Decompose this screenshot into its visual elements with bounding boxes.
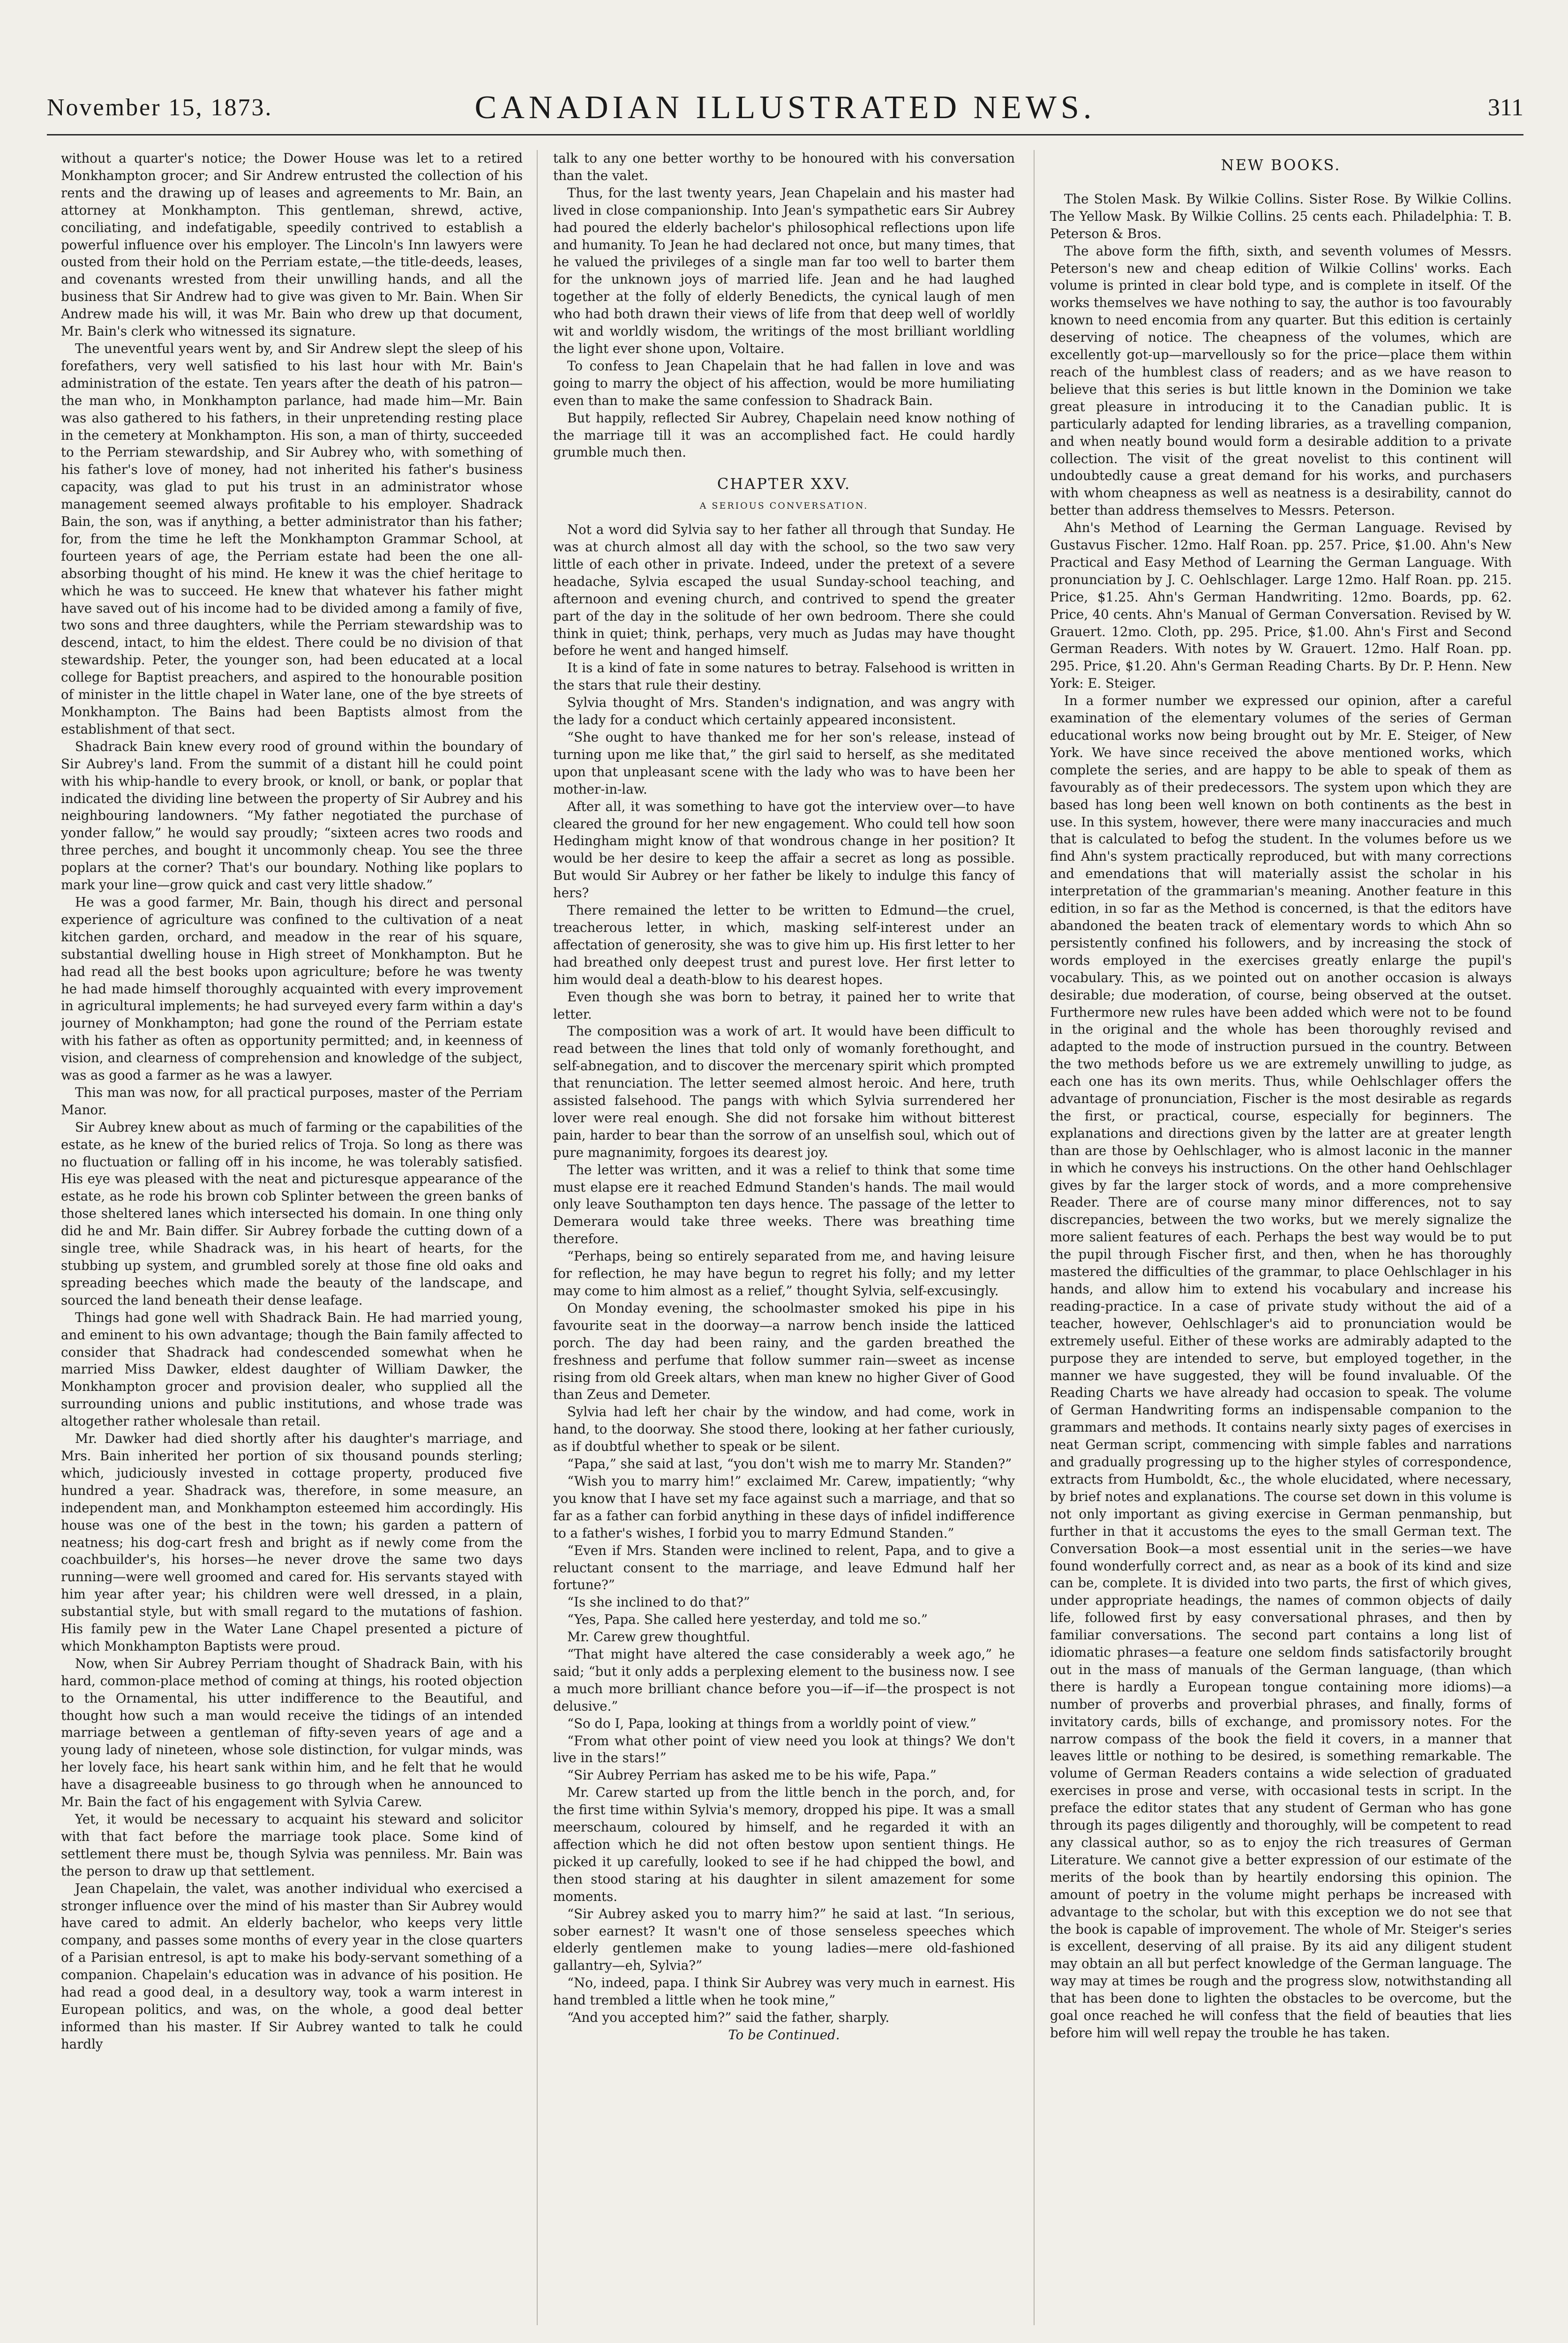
paragraph: “That might have altered the case considerably a week ago,” he said; “but it only adds a perplexing element to the business now. I see a much more brilliant chance before you—if—if—the prospect is not delusive.” bbox=[553, 1646, 1015, 1714]
paragraph: Sylvia had left her chair by the window, and had come, work in hand, to the doorway. She stood there, looking at her father curiously, as if doubtful whether to speak or be silent. bbox=[553, 1404, 1015, 1455]
paragraph: Sylvia thought of Mrs. Standen's indignation, and was angry with the lady for a conduct which certainly appeared inconsistent. bbox=[553, 695, 1015, 728]
column-2 bbox=[553, 150, 1015, 2325]
paragraph: “Even if Mrs. Standen were inclined to relent, Papa, and to give a reluctant consent to the marriage, and leave Edmund half her fortune?” bbox=[553, 1542, 1015, 1593]
chapter-subtitle: A SERIOUS CONVERSATION. bbox=[699, 501, 869, 511]
paragraph: This man was now, for all practical purposes, master of the Perriam Manor. bbox=[61, 1084, 523, 1118]
paragraph: Yet, it would be necessary to acquaint his steward and solicitor with that fact before the marriage took place. Some kind of settlement there must be, though Sylvia was penniless. Mr. Bain was the person to draw up that settlement. bbox=[61, 1811, 523, 1879]
section-heading: NEW BOOKS. bbox=[1221, 156, 1341, 174]
paragraph: Shadrack Bain knew every rood of ground within the boundary of Sir Aubrey's land. From the summit of a distant hill he could point with his whip-handle to every brook, or knoll, or bank, or poplar that indicated the dividing line between the property of Sir Aubrey and his neighbouring landowners. “My father negotiated the purchase of yonder fallow,” he would say proudly; “sixteen acres two roods and three perches, and bought it uncommonly cheap. You see the three poplars at the corner? That's our boundary. Nothing like poplars to mark your line—grow quick and cast very little shadow.” bbox=[61, 738, 523, 893]
paragraph: “No, indeed, papa. I think Sir Aubrey was very much in earnest. His hand trembled a little when he took mine,” bbox=[553, 1975, 1015, 2008]
paragraph: “Sir Aubrey asked you to marry him?” he said at last. “In serious, sober earnest? It wasn't one of those senseless speeches which elderly gentlemen make to young ladies—mere old-fashioned gallantry—eh, Sylvia?” bbox=[553, 1906, 1015, 1974]
paragraph: The above form the fifth, sixth, and seventh volumes of Messrs. Peterson's new and cheap edition of Wilkie Collins' works. Each volume is printed in clear bold type, and is complete in itself. Of the works themselves we have nothing to say, the author is too favourably known to need encomia from any quarter. But this edition is certainly deserving of notice. The cheapness of the volumes, which are excellently got-up—marvellously so for the price—place them within reach of the humblest class of readers; and as we have reason to believe that this series is but little known in the Dominion we take great pleasure in introducing it to the Canadian public. It is particularly adapted for lending libraries, as a travelling companion, and when neatly bound would form a desirable addition to a private collection. The visit of the great novelist to this continent will undoubtedly cause a great demand for his works, and purchasers with whom cheapness as well as neatness is a desirability, cannot do better than address themselves to Messrs. Peterson. bbox=[1050, 243, 1512, 518]
paragraph: After all, it was something to have got the interview over—to have cleared the ground for her new engagement. Who could tell how soon Hedingham might know of that wondrous change in her position? It would be her desire to keep the affair a secret as long as possible. But would Sir Aubrey or her father be likely to indulge this fancy of hers? bbox=[553, 798, 1015, 901]
paragraph: There remained the letter to be written to Edmund—the cruel, treacherous letter, in which, masking self-interest under an affectation of generosity, she was to give him up. His first letter to her had breathed only deepest trust and purest love. Her first letter to him would deal a death-blow to his dearest hopes. bbox=[553, 902, 1015, 987]
paragraph: “And you accepted him?” said the father, sharply. bbox=[567, 2010, 890, 2026]
paragraph: Even though she was born to betray, it pained her to write that letter. bbox=[553, 989, 1015, 1022]
paragraph: “Papa,” she said at last, “you don't wish me to marry Mr. Standen?” bbox=[567, 1456, 1012, 1472]
paragraph: To confess to Jean Chapelain that he had fallen in love and was going to marry the object of his affection, would be more humiliating even than to make the same confession to Shadrack Bain. bbox=[553, 358, 1015, 408]
review-entry: Ahn's Method of Learning the German Language. Revised by Gustavus Fischer. 12mo. Half Roan. pp. 257. Price, $1.00. Ahn's New Practical and Easy Method of Learning the German Language. With pronunciation by J. C. Oehlschlager. Large 12mo. Half Roan. pp. 215. Price, $1.25. Ahn's German Handwriting. 12mo. Boards, pp. 62. Price, 40 cents. Ahn's Manual of German Conversation. Revised by W. Grauert. 12mo. Cloth, pp. 295. Price, $1.00. Ahn's First and Second German Readers. With notes by W. Grauert. 12mo. Half Roan. pp. 295. Price, $1.20. Ahn's German Reading Charts. By Dr. P. Henn. New York: E. Steiger. bbox=[1050, 520, 1512, 691]
paragraph: “From what other point of view need you look at things? We don't live in the stars!” bbox=[553, 1733, 1015, 1766]
newspaper-title: CANADIAN ILLUSTRATED NEWS. bbox=[474, 90, 1096, 126]
paragraph: “Wish you to marry him!” exclaimed Mr. Carew, impatiently; “why you know that I have set my face against such a marriage, and that so far as a father can forbid anything in these days of infidel indifference to a father's wishes, I forbid you to marry Edmund Standen.” bbox=[553, 1473, 1015, 1541]
paragraph: Now, when Sir Aubrey Perriam thought of Shadrack Bain, with his hard, common-place method of coming at things, his rooted objection to the Ornamental, his utter indifference to the Beautiful, and thought how such a man would receive the tidings of an intended marriage between a gentleman of fifty-seven years of age and a young lady of nineteen, whose sole distinction, for vulgar minds, was her lovely face, his heart sank within him, and he felt that he would have a disagreeable business to go through when he announced to Mr. Bain the fact of his engagement with Sylvia Carew. bbox=[61, 1655, 523, 1810]
review-entry: The Stolen Mask. By Wilkie Collins. Sister Rose. By Wilkie Collins. The Yellow Mask. By Wilkie Collins. 25 cents each. Philadelphia: T. B. Peterson & Bros. bbox=[1050, 191, 1512, 241]
paragraph: On Monday evening, the schoolmaster smoked his pipe in his favourite seat in the doorway—a narrow bench inside the latticed porch. The day had been rainy, and the garden breathed the freshness and perfume that follow summer rain—sweet as incense rising from old Greek altars, when man knew no higher Giver of Good than Zeus and Demeter. bbox=[553, 1300, 1015, 1403]
paragraph: “Yes, Papa. She called here yesterday, and told me so.” bbox=[567, 1612, 928, 1628]
paragraph: “So do I, Papa, looking at things from a worldly point of view.” bbox=[567, 1715, 977, 1731]
paragraph: In a former number we expressed our opinion, after a careful examination of the elementary volumes of the series of German educational works now being brought out by Mr. E. Steiger, of New York. We have since received the above mentioned works, which complete the series, and are happy to be able to speak of them as favourably as of their predecessors. The system upon which they are based has long been well known on both continents as the best in use. In this system, however, there were many inaccuracies and much that is calculated to befog the student. In the volumes before us we find Ahn's system practically reproduced, but with many corrections and emendations that will materially assist the scholar in his interpretation of the grammarian's meaning. Another feature in this edition, in so far as the Method is concerned, is that the editors have abandoned the beaten track of elementary words to which Ahn so persistently confined his followers, and by increasing the stock of words employed in the exercises greatly enlarge the pupil's vocabulary. This, as we pointed out on another occasion is always desirable; due moderation, of course, being observed at the outset. Furthermore new rules have been added which were not to be found in the original and the whole has been thoroughly revised and adapted to the mode of instruction pursued in the country. Between the two methods before us we are extremely unwilling to judge, as each one has its own merits. Thus, while Oehlschlager offers the advantage of pronunciation, Fischer is the most desirable as regards the first, or practical, course, especially for beginners. The explanations and directions given by the latter are at greater length than are those by Oehlschlager, who is almost laconic in the manner in which he conveys his instructions. On the other hand Oehlschlager gives by far the larger stock of words, and a more comprehensive Reader. There are of course many minor differences, not to say discrepancies, between the two works, but we merely signalize the more salient features of each. Perhaps the best way would be to put the pupil through Fischer first, and then, when he has thoroughly mastered the difficulties of the grammar, to place Oehlschlager in his hands, and allow him to extend his vocabulary and increase his reading-practice. In a case of private study without the aid of a teacher, however, Oehlschlager's aid to pronunciation would be extremely useful. Either of these works are admirably adapted to the purpose they are intended to serve, but employed together, in the manner we have suggested, they will be found invaluable. Of the Reading Charts we have already had occasion to speak. The volume of German Handwriting forms an indispensable companion to the grammars and methods. It contains nearly sixty pages of exercises in neat German script, commencing with simple fables and narrations and gradually progressing up to the higher styles of correspondence, extracts from Humboldt, &c., the whole elucidated, where necessary, by brief notes and explanations. The course set down in this volume is not only important as giving exercise in German penmanship, but further in that it accustoms the eyes to the small German text. The Conversation Book—a most essential unit in the series—we have found wonderfully correct and, as near as a book of its kind and size can be, complete. It is divided into two parts, the first of which gives, under appropriate headings, the names of common objects of daily life, followed first by easy conversational phrases, and then by familiar conversations. The second part contains a long list of idiomatic phrases—a feature one seldom finds satisfactorily brought out in the mass of manuals of the German language, (than which there is hardly a European tongue containing more idioms)—a number of proverbs and proverbial phrases, and finally, forms of invitatory cards, bills of exchange, and promissory notes. For the narrow compass of the book the field it covers, in a manner that leaves little or nothing to be desired, is something remarkable. The volume of German Readers contains a wide selection of graduated exercises in prose and verse, with occasional tests in script. In the preface the editor states that any student of German who has gone through its pages diligently and thoroughly, will be competent to read any classical author, so as to enjoy the rich treasures of German Literature. We cannot give a better expression of our estimate of the merits of the book than by heartily endorsing this opinion. The amount of poetry in the volume might perhaps be increased with advantage to the scholar, but with this exception we do not see that the book is capable of improvement. The whole of Mr. Steiger's series is excellent, deserving of all praise. By its aid any diligent student may obtain an all but perfect knowledge of the German language. The way may at times be rough and the progress slow, notwithstanding all that has been done to lighten the obstacles to be overcome, but the goal once reached he will confess that the field of beauties that lies before him will well repay the trouble he has taken. bbox=[1050, 693, 1512, 2041]
paragraph: “Sir Aubrey Perriam has asked me to be his wife, Papa.” bbox=[567, 1767, 937, 1783]
paragraph: Things had gone well with Shadrack Bain. He had married young, and eminent to his own advantage; though the Bain family affected to consider that Shadrack had condescended somewhat when he married Miss Dawker, eldest daughter of William Dawker, the Monkhampton grocer and provision dealer, who supplied all the surrounding unions and public institutions, and whose trade was altogether rather wholesale than retail. bbox=[61, 1309, 523, 1429]
paragraph: Thus, for the last twenty years, Jean Chapelain and his master had lived in close companionship. Into Jean's sympathetic ears Sir Aubrey had poured the elderly bachelor's philosophical reflections upon life and humanity. To Jean he had declared not once, but many times, that he valued the privileges of a single man far too well to barter them for the unknown joys of married life. Jean and he had laughed together at the folly of elderly Benedicts, the cynical laugh of men who had both drawn their views of life from that deep well of worldly wit and worldly wisdom, the writings of the most brilliant worldling the light ever shone upon, Voltaire. bbox=[553, 185, 1015, 356]
column-3 bbox=[1050, 150, 1512, 2325]
paragraph: “Perhaps, being so entirely separated from me, and having leisure for reflection, he may have begun to regret his folly; and my letter may come to him almost as a relief,” thought Sylvia, self-excusingly. bbox=[553, 1248, 1015, 1299]
paragraph: Sir Aubrey knew about as much of farming or the capabilities of the estate, as he knew of the buried relics of Troja. So long as there was no fluctuation or falling off in his income, he was tolerably satisfied. His eye was pleased with the neat and picturesque appearance of the estate, as he rode his brown cob Splinter between the green banks of those sheltered lanes which intersected his domain. In one thing only did he and Mr. Bain differ. Sir Aubrey forbade the cutting down of a single tree, while Shadrack was, in his heart of hearts, for the stubbing up system, and grumbled sorely at those fine old oaks and spreading beeches which made the beauty of the landscape, and sourced the land beneath their dense leafage. bbox=[61, 1119, 523, 1308]
issue-date: November 15, 1873. bbox=[47, 94, 273, 121]
paragraph: without a quarter's notice; the Dower House was let to a retired Monkhampton grocer; and Sir Andrew entrusted the collection of his rents and the drawing up of leases and agreements to Mr. Bain, an attorney at Monkhampton. This gentleman, shrewd, active, conciliating, and indefatigable, speedily contrived to establish a powerful influence over his employer. The Lincoln's Inn lawyers were ousted from their hold on the Perriam estate,—the title-deeds, leases, and covenants wrested from their unwilling hands, and all the business that Sir Andrew had to give was given to Mr. Bain. When Sir Andrew made his will, it was Mr. Bain who drew up that document, Mr. Bain's clerk who witnessed its signature. bbox=[61, 150, 523, 339]
column-divider bbox=[1034, 150, 1035, 2325]
column-divider bbox=[537, 150, 538, 2325]
masthead-rule bbox=[47, 134, 1523, 135]
paragraph: Jean Chapelain, the valet, was another individual who exercised a stronger influence over the mind of his master than Sir Aubrey would have cared to admit. An elderly bachelor, who keeps very little company, and passes some months of every year in the close quarters of a Parisian entresol, is apt to make his body-servant something of a companion. Chapelain's education was in advance of his position. He had read a good deal, in a desultory way, took a warm interest in European politics, and was, on the whole, a good deal better informed than his master. If Sir Aubrey wanted to talk he could hardly bbox=[61, 1880, 523, 2052]
column-1 bbox=[61, 150, 523, 2325]
paragraph: The letter was written, and it was a relief to think that some time must elapse ere it reached Edmund Standen's hands. The mail would only leave Southampton ten days hence. The passage of the letter to Demerara would take three weeks. There was breathing time therefore. bbox=[553, 1162, 1015, 1247]
continued-note: To be Continued. bbox=[728, 2027, 840, 2043]
masthead bbox=[47, 89, 1523, 145]
paragraph: Mr. Dawker had died shortly after his daughter's marriage, and Mrs. Bain inherited her portion of six thousand pounds sterling; which, judiciously invested in cottage property, produced five hundred a year. Shadrack was, therefore, in some measure, an independent man, and Monkhampton esteemed him accordingly. His house was one of the best in the town; his garden a pattern of neatness; his dog-cart fresh and bright as if newly come from the coachbuilder's, his horses—he never drove the same two days running—were well groomed and cared for. His servants stayed with him year after year; his children were well dressed, in a plain, substantial style, but with small regard to the mutations of fashion. His family pew in the Water Lane Chapel presented a picture of which Monkhampton Baptists were proud. bbox=[61, 1431, 523, 1654]
page-number: 311 bbox=[1487, 94, 1523, 121]
paragraph: He was a good farmer, Mr. Bain, though his direct and personal experience of agriculture was confined to the cultivation of a neat kitchen garden, orchard, and meadow in the rear of his square, substantial dwelling house in High street of Monkhampton. But he had read all the best books upon agriculture; before he was twenty he had made himself thoroughly acquainted with every improvement in agricultural implements; he had surveyed every farm within a day's journey of Monkhampton; had gone the round of the Perriam estate with his father as often as opportunity permitted; and, in keenness of vision, and clearness of comprehension and knowledge of the subject, was as good a farmer as he was a lawyer. bbox=[61, 894, 523, 1083]
paragraph: Mr. Carew started up from the little bench in the porch, and, for the first time within Sylvia's memory, dropped his pipe. It was a small meerschaum, coloured by himself, and he regarded it with an affection which he did not often bestow upon sentient things. He picked it up carefully, looked to see if he had chipped the bowl, and then stood staring at his daughter in silent amazement for some moments. bbox=[553, 1785, 1015, 1904]
paragraph: talk to any one better worthy to be honoured with his conversation than the valet. bbox=[553, 150, 1015, 183]
paragraph: Mr. Carew grew thoughtful. bbox=[567, 1629, 750, 1645]
paragraph: But happily, reflected Sir Aubrey, Chapelain need know nothing of the marriage till it was an accomplished fact. He could hardly grumble much then. bbox=[553, 410, 1015, 460]
paragraph: The composition was a work of art. It would have been difficult to read between the lines that told only of womanly forethought, and self-abnegation, and to discover the mercenary spirit which prompted that renunciation. The letter seemed almost heroic. And here, truth assisted falsehood. The pangs with which Sylvia surrendered her lover were real enough. She did not forsake him without bitterest pain, harder to bear than the sorrow of an unselfish soul, which out of pure magnanimity, forgoes its dearest joy. bbox=[553, 1023, 1015, 1160]
paragraph: “Is she inclined to do that?” bbox=[567, 1594, 750, 1610]
paragraph: It is a kind of fate in some natures to betray. Falsehood is written in the stars that rule their destiny. bbox=[553, 660, 1015, 693]
chapter-heading: CHAPTER XXV. bbox=[717, 475, 851, 493]
paragraph: The uneventful years went by, and Sir Andrew slept the sleep of his forefathers, very well satisfied to his last hour with Mr. Bain's administration of the estate. Ten years after the death of his patron—the man who, in Monkhampton parlance, had made him—Mr. Bain was also gathered to his fathers, in their unpretending resting place in the cemetery at Monkhampton. His son, a man of thirty, succeeded to the Perriam stewardship, and Sir Aubrey who, with something of his father's love of money, had not inherited his father's business capacity, was glad to put his trust in an administrator whose management seemed always profitable to his employer. Shadrack Bain, the son, was if anything, a better administrator than his father; for, from the time he left the Monkhampton Grammar School, at fourteen years of age, the Perriam estate had been the one all-absorbing thought of his mind. He knew it was the chief heritage to which he was to succeed. He knew that whatever his father might have saved out of his income had to be divided among a family of five, two sons and three daughters, while the Perriam stewardship was to descend, intact, to him the eldest. There could be no division of that stewardship. Peter, the younger son, had been educated at a local college for Baptist preachers, and aspired to the honourable position of minister in the little chapel in Water lane, one of the bye streets of Monkhampton. The Bains had been Baptists almost from the establishment of that sect. bbox=[61, 340, 523, 737]
paragraph: Not a word did Sylvia say to her father all through that Sunday. He was at church almost all day with the school, so the two saw very little of each other in private. Indeed, under the pretext of a severe headache, Sylvia escaped the usual Sunday-school teaching, and afternoon and evening church, and contrived to spend the greater part of the day in the solitude of her own bedroom. There she could think in quiet; think, perhaps, very much as Judas may have thought before he went and hanged himself. bbox=[553, 522, 1015, 659]
paragraph: “She ought to have thanked me for her son's release, instead of turning upon me like that,” the girl said to herself, as she meditated upon that unpleasant scene with the lady who was to have been her mother-in-law. bbox=[553, 729, 1015, 797]
